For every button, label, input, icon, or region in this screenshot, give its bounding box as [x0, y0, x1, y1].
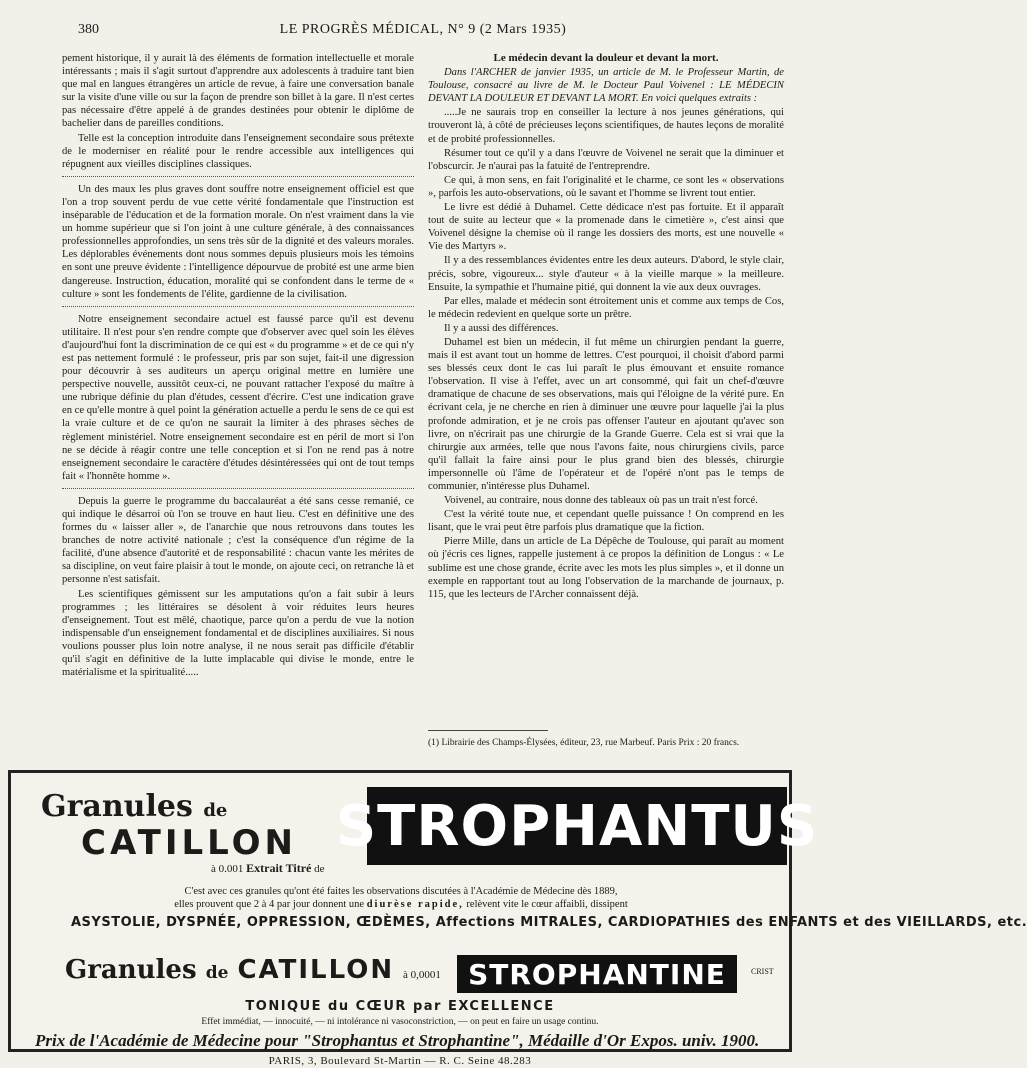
ad-dosage-second: à 0,0001: [403, 969, 441, 981]
dotted-separator: [62, 306, 414, 307]
paragraph: Depuis la guerre le programme du baccalauréat a été sans cesse remanié, ce qui indique le désarroi où l'on se trouve en haut lieu. C'est en définitive une des formes du « laisser aller », de l'anarchie que nous retrouvons dans toutes les branches de notre activité nationale ; c'est la conséquence d'un régime de la facilité, d'une absence d'autorité et de responsabilité : chacun vante les mérites de sa discipline, on veut faire plaisir à tout le monde, on ajoute ceci, on retranche là et personne n'est satisfait.: [62, 495, 414, 586]
ad-granules-second: [65, 955, 394, 985]
ad-text: de: [203, 800, 228, 821]
paragraph: Le livre est dédié à Duhamel. Cette dédicace n'est pas fortuite. Et il apparaît tout de suite au lecteur que « la promenade dans le cimetière », c'est ainsi que Voivenel désigne la chemise où il range les dossiers des morts, est une nouvelle « Vie des Martyrs ».: [428, 202, 784, 253]
right-column: [428, 52, 784, 720]
paragraph: C'est la vérité toute nue, et cependant quelle puissance ! On comprend en les lisant, que le vrai peut être parfois plus dramatique que la fiction.: [428, 509, 784, 534]
paragraph: Pierre Mille, dans un article de La Dépêche de Toulouse, qui paraît au moment où j'écris ces lignes, rappelle justement à ce propos la définition de Longus : « Le sublime est une chose grande, écrite avec les mots les plus simples », et il donne un exemple en rapportant tout au long l'observation de la marchande de journaux, p. 115, que les lecteurs de l'Archer connaissent déjà.: [428, 536, 784, 600]
ad-text: elles prouvent que 2 à 4 par jour donnent une: [174, 899, 365, 910]
paragraph: Résumer tout ce qu'il y a dans l'œuvre de Voivenel ne serait que la diminuer et l'obscurcir. Je n'aurai pas la fatuité de l'entreprendre.: [428, 147, 784, 172]
ad-text: de: [314, 863, 325, 875]
paragraph: Un des maux les plus graves dont souffre notre enseignement officiel est que l'on a trop souvent perdu de vue cette vérité fondamentale que l'instruction est inséparable de l'éducation et de la formation morale. On n'est vraiment dans la vie un homme supérieur que si l'on joint à une culture générale, à des connaissances professionnelles approfondies, un sens très sûr de la dignité et des valeurs morales. Les déplorables événements dont nous sommes depuis plusieurs mois les témoins en sont une preuve évidente : l'intelligence dépourvue de probité est une arme bien dangereuse. Instruction, éducation, moralité qui se confondent dans le terme de « culture » sont les fondements de l'élite, gardienne de la civilisation.: [62, 183, 414, 300]
dotted-separator: [62, 176, 414, 177]
paragraph: Duhamel est bien un médecin, il fut même un chirurgien pendant la guerre, mais il est avant tout un homme de lettres. C'est pourquoi, il choisit d'abord parmi ses blessés ceux dont le cas lui paraît le plus émouvant et ensuite romance l'observation. Il vise à l'effet, avec un art consommé, qui fait un chef-d'œuvre dramatique de chacune de ses observations, mais qui l'éloigne de la vérité pure. En écrivant cela, je ne cherche en rien à diminuer une œuvre pour laquelle j'ai la plus profonde admiration, et je ne crois pas offenser l'auteur en ajoutant qu'avec son livre, on n'écrirait pas une chirurgie de la Grande Guerre. Cela est si vrai que la chirurgie aux armées, telle que nous l'avons faite, nous chirurgiens civils, parce qu'il fallait la faire ainsi pour le plus grand bien des blessés, chirurgie impersonnelle où l'âme de l'opérateur et de l'opéré n'ont pas le temps de communier, n'intéresse plus Duhamel.: [428, 336, 784, 492]
imprint: PARIS, 3, Boulevard St-Martin — R. C. Seine 48.283: [268, 1055, 532, 1067]
paragraph: Les scientifiques gémissent sur les amputations qu'on a fait subir à leurs programmes ; les littéraires se désolent à voir réduites leurs heures d'enseignement. Tout est mêlé, chaotique, parce qu'on a perdu de vue la notion indispensable d'un enseignement fondamental et de disciplines auxiliaires. Si nous voulions pousser plus loin notre analyse, il ne nous serait pas difficile d'établir qu'il s'agit en définitive de la lutte implacable qui divise le monde, entre le matérialisme et la spiritualité.....: [62, 588, 414, 679]
paragraph: pement historique, il y aurait là des éléments de formation intellectuelle et morale intéressants ; mais il s'agit surtout d'apprendre aux adolescents à traduire tant bien que mal en langues étrangères un article de revue, à faire une conversation banale sur la visite d'une ville ou sur la façon de prendre son billet à la gare. Il n'est certes pas nécessaire d'être appelé à de grandes destinées pour obtenir le diplôme de bachelier dans de pareilles conditions.: [62, 53, 414, 130]
ad-description: [161, 885, 641, 911]
footnote: [428, 722, 784, 749]
ad-text: de: [205, 963, 229, 983]
ad-indications: ASYSTOLIE, DYSPNÉE, OPPRESSION, ŒDÈMES, Affections MITRALES, CARDIOPATHIES des ENFANTS et des VIEILLARDS, etc.: [71, 915, 1027, 930]
ad-text: diurèse rapide,: [366, 899, 464, 910]
ad-text: C'est avec ces granules qu'ont été faites les observations discutées à l'Académie de Médecine dès 1889,: [184, 886, 618, 897]
ad-tonic-tagline: TONIQUE du CŒUR par EXCELLENCE: [245, 999, 555, 1014]
ad-text: Extrait Titré: [246, 861, 312, 875]
paragraph: Il y a des ressemblances évidentes entre les deux auteurs. D'abord, le style clair, précis, sobre, vigoureux... style d'auteur « à la vieille marque » la meilleure. Ensuite, la sympathie et l'humaine pitié, qui donnent la vie aux deux ouvrages.: [428, 255, 784, 293]
paragraph: Telle est la conception introduite dans l'enseignement secondaire sous prétexte de le moderniser en réalité pour le rendre accessible aux intelligences qui répugnent aux vieilles disciplines classiques.: [62, 132, 414, 170]
advertisement: [8, 770, 1027, 1052]
ad-granules-heading: [41, 789, 227, 824]
ad-strophantus-banner: STROPHANTUS: [367, 787, 787, 865]
ad-strophantine-banner: STROPHANTINE: [457, 955, 737, 993]
page-header: [78, 22, 768, 44]
paragraph: .....Je ne saurais trop en conseiller la lecture à nos jeunes générations, qui trouveront là, à côté de précieuses leçons scientifiques, de hautes leçons de moralité et de probité professionnelles.: [428, 107, 784, 145]
paragraph: Ce qui, à mon sens, en fait l'originalité et le charme, ce sont les « observations », parfois les auto-observations, où le savant et l'homme se livrent tout entier.: [428, 174, 784, 199]
ad-catillon-brand: CATILLON: [81, 823, 297, 863]
paragraph: Il y a aussi des différences.: [444, 322, 559, 334]
article-title: Le médecin devant la douleur et devant la mort.: [493, 52, 719, 64]
paragraph: Par elles, malade et médecin sont étroitement unis et comme aux temps de Cos, le médecin redevient en quelque sorte un prêtre.: [428, 295, 784, 320]
article-intro: Dans l'ARCHER de janvier 1935, un article de M. le Professeur Martin, de Toulouse, consacré au livre de M. le Docteur Paul Voivenel : LE MÉDECIN DEVANT LA DOULEUR ET DEVANT LA MORT. En voici quelques extraits :: [428, 67, 784, 105]
ad-text: Granules: [41, 789, 193, 824]
dotted-separator: [62, 488, 414, 489]
ad-dosage: [211, 861, 325, 876]
ad-text: à 0.001: [211, 863, 244, 875]
ad-crist-label: CRIST: [751, 967, 774, 976]
ad-text: relèvent vite le cœur affaibli, dissipent: [466, 899, 628, 910]
footnote-rule: [428, 730, 548, 731]
ad-prize: Prix de l'Académie de Médecine pour "Strophantus et Strophantine", Médaille d'Or Expos. univ. 1900.: [35, 1031, 760, 1050]
page-number: 380: [78, 22, 99, 37]
left-column: [62, 52, 414, 758]
paragraph: Notre enseignement secondaire actuel est faussé parce qu'il est devenu utilitaire. Il n'est pour s'en rendre compte que d'observer avec quel soin les élèves d'aujourd'hui font la discrimination de ce qui est « du programme » et de ce qui n'y est pas nettement formulé : le professeur, pris par son sujet, fait-il une digression pour découvrir à ses auditeurs un aperçu original mettre en lumière une perspective nouvelle, aussitôt ceux-ci, ne pouvant rattacher l'exposé du maître à une rubrique définie du plan d'études, cessent d'écrire. C'est une indication grave en ce qu'elle montre à quel point la génération actuelle a perdu le sens de ce qui est la vraie culture et de ce qu'on ne saurait la limiter à des phrases sèches de règlement ministériel. Notre enseignement secondaire est en péril de mort si l'on ne se décide à réagir contre une telle conception et si l'on ne rend pas à notre enseignement secondaire le caractère d'études désintéressées qui ont de tout temps fait « l'honnête homme ».: [62, 313, 414, 482]
running-title: LE PROGRÈS MÉDICAL, N° 9 (2 Mars 1935): [279, 22, 567, 37]
ad-text: CATILLON: [237, 955, 395, 985]
ad-text: Granules: [65, 955, 197, 985]
footnote-text: (1) Librairie des Champs-Élysées, éditeur, 23, rue Marbeuf. Paris Prix : 20 francs.: [428, 738, 740, 748]
ad-effects: Effet immédiat, — innocuité, — ni intolérance ni vasoconstriction, — on peut en faire un usage continu.: [201, 1017, 599, 1027]
paragraph: Voivenel, au contraire, nous donne des tableaux où pas un trait n'est forcé.: [444, 495, 758, 507]
